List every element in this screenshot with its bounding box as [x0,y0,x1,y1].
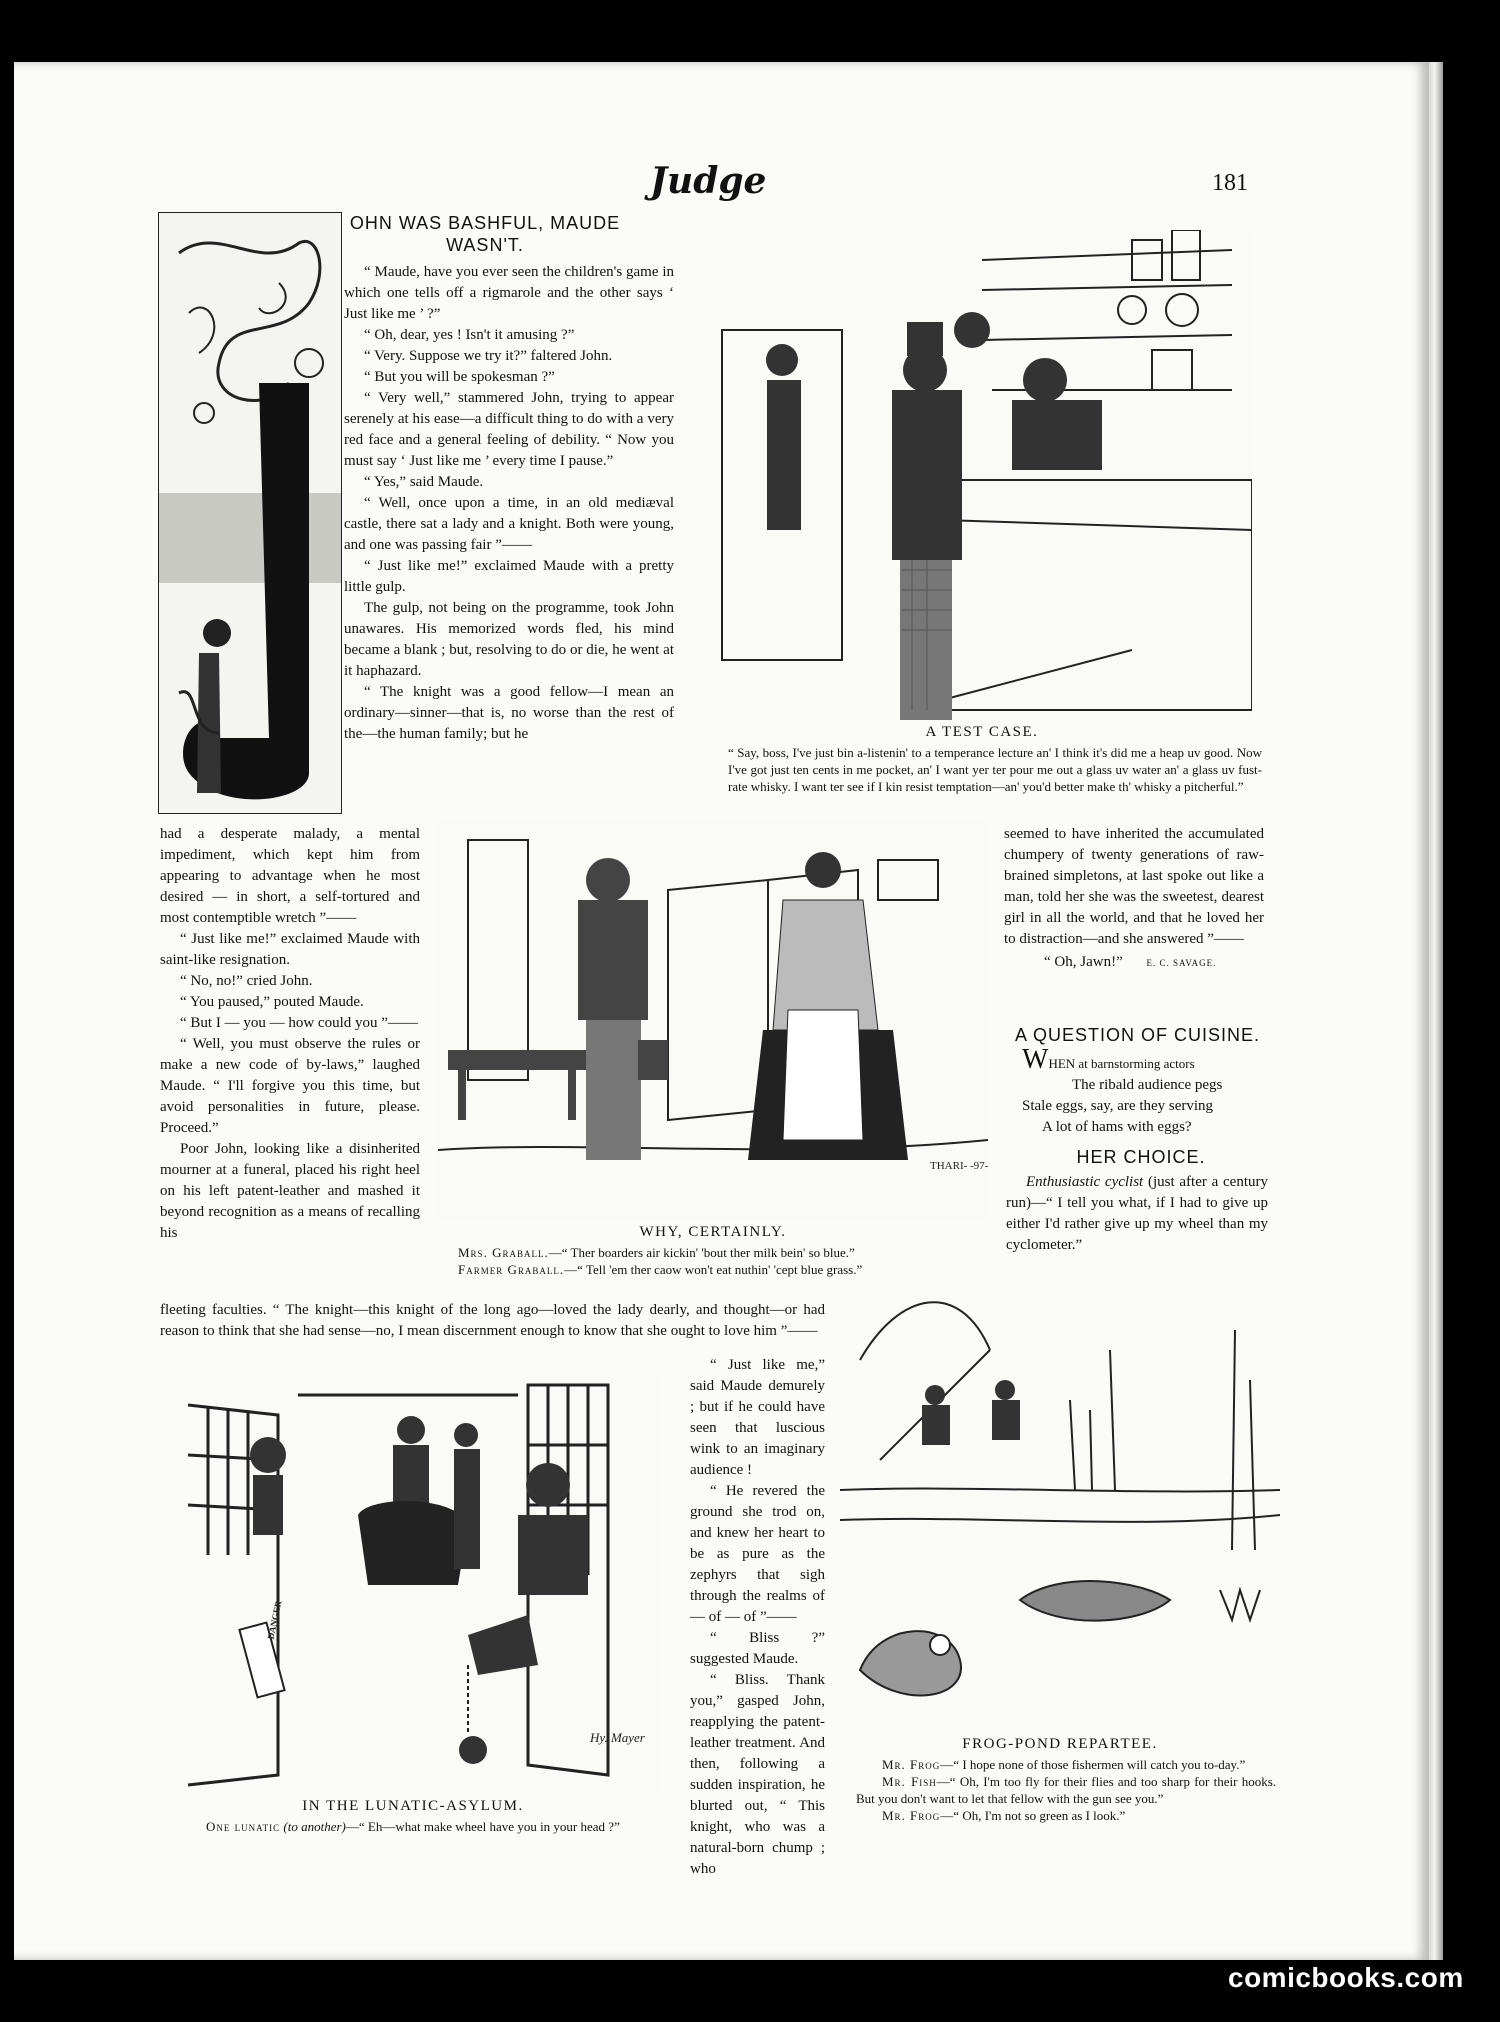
speaker-mrs-graball: Mrs. Graball. [458,1245,549,1260]
story-paragraph: seemed to have inherited the accumulated chumpery of twenty generations of raw-brained simpletons, at last spoke out like a man, told her she was the sweetest, dearest girl in all the world, and that he loved her to distraction—and she answered ”—— [1004,826,1264,947]
lunatic-asylum-title: IN THE LUNATIC-ASYLUM. [302,1798,524,1814]
story-paragraph: Poor John, looking like a disinherited mourner at a funeral, placed his right heel on his left patent-leather and mashed it beyond recognition as a means of recalling his [160,1141,420,1241]
cuisine-title: A QUESTION OF CUISINE. [1014,1025,1261,1045]
line-mr-frog-2: —“ Oh, I'm not so green as I look.” [940,1808,1126,1823]
story-title-line1: OHN WAS BASHFUL, MAUDE [349,213,621,233]
story-paragraph: “ But you will be spokesman ?” [364,369,555,385]
cuisine-line-4: A lot of hams with eggs? [1042,1119,1192,1135]
lunatic-asylum-illustration [168,1375,658,1793]
story-paragraph: “ Yes,” said Maude. [364,474,484,490]
story-paragraph: The gulp, not being on the programme, took John unawares. His memorized words fled, his mind became a blank ; but, resolving to do or die, he went at it haphazard. [344,600,674,679]
cuisine-line-2: The ribald audience pegs [1072,1077,1223,1093]
danger-sign: DANGER [265,1599,284,1641]
her-choice-speaker: Enthusiastic cyclist [1026,1174,1144,1190]
story-column-4 [1004,824,1264,974]
story-paragraph: “ He revered the ground she trod on, and knew her heart to be as pure as the zephyrs that sigh through the realms of — of — of ”—— [690,1483,825,1625]
story-wide-paragraph [160,1300,825,1342]
speaker-mr-fish: Mr. Fish [882,1774,937,1789]
story-title [330,212,640,256]
frog-pond-illustration [840,1290,1280,1730]
masthead: Judge [650,160,767,202]
asylum-aside: (to another) [283,1819,346,1834]
story-paragraph: “ Maude, have you ever seen the children's game in which one tells off a rigmarole and the other says ‘ Just like me ’ ?” [344,264,674,322]
story-paragraph: “ Well, you must observe the rules or make a new code of by-laws,” laughed Maude. “ I'll forgive you this time, but avoid personalities in future, please. Proceed.” [160,1036,420,1136]
her-choice-body: (just after a century run)—“ I tell you what, if I had to give up either I'd rather give up my wheel than my cyclometer.” [1006,1174,1269,1253]
story-paragraph: “ Just like me!” exclaimed Maude with a pretty little gulp. [344,558,674,595]
story-paragraph: “ But I — you — how could you ”—— [180,1015,418,1031]
page-number: 181 [1212,170,1248,196]
story-paragraph: “ You paused,” pouted Maude. [180,994,364,1010]
cuisine-line-1: HEN at barnstorming actors [1048,1056,1195,1071]
story-paragraph: “ Bliss ?” suggested Maude. [690,1630,825,1667]
line-mr-fish: —“ Oh, I'm too fly for their flies and too sharp for their hooks. But you don't want to let that fellow with the gun see you.” [856,1774,1276,1806]
test-case-illustration [712,230,1252,720]
story-title-line2: WASN'T. [446,235,524,255]
story-paragraph: “ Very. Suppose we try it?” faltered John. [364,348,613,364]
story-paragraph: “ Oh, dear, yes ! Isn't it amusing ?” [364,327,575,343]
lunatic-asylum-signature: Hy. Mayer [590,1730,645,1745]
frog-pond-caption [856,1756,1276,1824]
why-certainly-title: WHY, CERTAINLY. [639,1224,787,1240]
story-paragraph: “ No, no!” cried John. [180,973,313,989]
story-paragraph: “ Just like me,” said Maude demurely ; but if he could have seen that luscious wink to an imaginary audience ! [690,1357,825,1478]
her-choice-text [1006,1172,1268,1256]
test-case-title: A TEST CASE. [925,724,1039,740]
story-paragraph: fleeting faculties. “ The knight—this knight of the long ago—loved the lady dearly, and thought—or had reason to think that she had sense—no, I mean discernment enough to know that she ought to love him ”—— [160,1302,825,1339]
story-column-2 [160,824,420,1244]
frog-pond-title: FROG-POND REPARTEE. [962,1736,1158,1752]
story-author: E. C. SAVAGE. [1146,958,1217,968]
line-mr-frog-1: —“ I hope none of those fishermen will catch you to-day.” [940,1757,1246,1772]
page-edge [1429,62,1443,1960]
why-certainly-illustration [438,820,988,1220]
story-paragraph: “ Just like me!” exclaimed Maude with saint-like resignation. [160,931,420,968]
asylum-speaker: One lunatic [206,1819,281,1834]
speaker-farmer-graball: Farmer Graball. [458,1262,565,1277]
line-farmer-graball: —“ Tell 'em ther caow won't eat nuthin' 'cept blue grass.” [564,1262,863,1277]
why-certainly-signature: THARI- -97- [930,1160,989,1172]
watermark: comicbooks.com [1228,1962,1464,1993]
why-certainly-caption [458,1244,998,1278]
story-closing-line: “ Oh, Jawn!” [1044,954,1123,970]
story-column-3 [690,1355,825,1880]
story-column-1 [344,262,674,745]
cuisine-drop-cap: W [1022,1044,1049,1075]
test-case-caption: “ Say, boss, I've just bin a-listenin' to a temperance lecture an' I think it's did me a heap uv good. Now I've got just ten cents in me pocket, an' I want yer ter pour me out a glass uv water an' a glass uv fust-rate whisky. I want ter see if I kin resist temptation—an' you'd better make th' whisky a pitcherful.” [728,745,1262,794]
asylum-line: —“ Eh—what make wheel have you in your head ?” [345,1819,620,1834]
cuisine-poem [1022,1044,1272,1138]
her-choice-title: HER CHOICE. [1076,1147,1206,1167]
cuisine-line-3: Stale eggs, say, are they serving [1022,1098,1214,1114]
speaker-mr-frog: Mr. Frog [882,1757,941,1772]
line-mrs-graball: —“ Ther boarders air kickin' 'bout ther milk bein' so blue.” [548,1245,855,1260]
story-paragraph: “ The knight was a good fellow—I mean an ordinary—sinner—that is, no worse than the rest of the—the human family; but he [344,684,674,742]
drop-cap-illustration [158,212,342,814]
story-paragraph: “ Bliss. Thank you,” gasped John, reapplying the patent-leather treatment. And then, following a sudden inspiration, he blurted out, “ This knight, who was a natural-born chump ; who [690,1672,825,1877]
story-paragraph: “ Very well,” stammered John, trying to appear serenely at his ease—a difficult thing to do with a very red face and a general feeling of debility. “ Now you must say ‘ Just like me ’ every time I pause.” [344,390,674,469]
story-paragraph: had a desperate malady, a mental impediment, which kept him from appearing to advantage when he most desired — in short, a self-tortured and most contemptible wretch ”—— [160,826,420,926]
lunatic-asylum-caption [170,1818,660,1835]
speaker-mr-frog-2: Mr. Frog [882,1808,941,1823]
story-paragraph: “ Well, once upon a time, in an old mediæval castle, there sat a lady and a knight. Both were young, and one was passing fair ”—— [344,495,674,553]
